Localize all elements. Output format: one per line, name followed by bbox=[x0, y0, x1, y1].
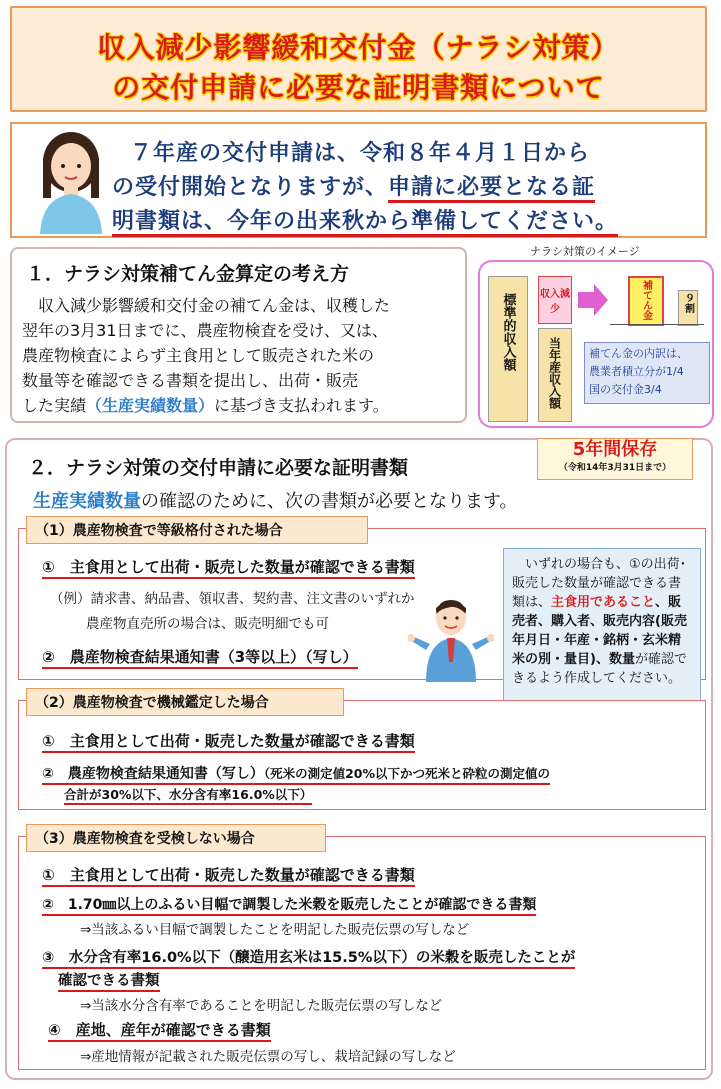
sub2-item2-c: 合計が30%以下、水分含有率16.0%以下） bbox=[64, 787, 312, 805]
standard-income-label: 標準的収入額 bbox=[500, 293, 516, 371]
section1-body-last-b: （生産実績数量） bbox=[86, 396, 215, 415]
header-title-line1: 収入減少影響緩和交付金（ナラシ対策） bbox=[97, 31, 620, 64]
sub2-item2-line1 bbox=[42, 766, 550, 785]
page-header bbox=[10, 6, 707, 112]
section2-lead-a: 生産実績数量 bbox=[33, 491, 141, 512]
hotenkin-note bbox=[584, 342, 710, 404]
narashi-diagram bbox=[478, 260, 714, 428]
sub1-item1-text: ① 主食用として出荷・販売した数量が確認できる書類 bbox=[42, 558, 415, 579]
note-line3: 国の交付金3/4 bbox=[589, 383, 662, 396]
kyuwari-label: ９割 bbox=[682, 293, 694, 313]
section1-title: １．ナラシ対策補てん金算定の考え方 bbox=[26, 263, 350, 285]
section1-body-line5 bbox=[22, 393, 389, 416]
section1-box bbox=[10, 247, 467, 423]
sub3-item1-text: ① 主食用として出荷・販売した数量が確認できる書類 bbox=[42, 866, 415, 887]
intro-line2 bbox=[112, 170, 595, 201]
arrow-right-icon bbox=[578, 284, 608, 316]
section1-body-line4: 数量等を確認できる書類を提出し、出荷・販売 bbox=[22, 371, 359, 390]
sub2-item2-b: （死米の測定値20%以下かつ死米と砕粒の測定値の bbox=[263, 766, 551, 781]
intro-line2-b: 申請に必要となる証 bbox=[388, 175, 595, 203]
retention-badge bbox=[537, 438, 693, 480]
sub3-item3 bbox=[42, 946, 575, 967]
section2-title: ２．ナラシ対策の交付申請に必要な証明書類 bbox=[28, 457, 409, 479]
intro-line2-a: の受付開始となりますが、 bbox=[112, 175, 389, 200]
section1-body-line3: 農産物検査によらず主食用として販売された米の bbox=[22, 346, 375, 365]
section2-lead bbox=[33, 487, 518, 513]
sub1-heading: （1）農産物検査で等級格付された場合 bbox=[26, 516, 368, 544]
note-line1: 補てん金の内訳は、 bbox=[589, 347, 688, 360]
sub2-item2-cont bbox=[64, 785, 312, 803]
sub1-item2-text: ② 農産物検査結果通知書（3等以上）（写し） bbox=[42, 648, 358, 669]
section1-body-line1: 収入減少影響緩和交付金の補てん金は、収穫した bbox=[22, 296, 391, 315]
callout-text2: 主食用であること bbox=[551, 595, 656, 610]
callout-text1: いずれの場合も、①の出荷･販売した数量が確認できる書類は、 bbox=[512, 557, 687, 610]
sub3-item2-note: ⇒当該ふるい目幅で調製したことを明記した販売伝票の写しなど bbox=[80, 922, 470, 938]
section2-lead-b: の確認のために、次の書類が必要となります。 bbox=[141, 491, 518, 512]
retention-badge-title: 5年間保存 bbox=[572, 439, 658, 460]
intro-line1: ７年産の交付申請は、令和８年４月１日から bbox=[130, 141, 591, 166]
sub3-item2-text: ② 1.70㎜以上のふるい目幅で調製した米穀を販売したことが確認できる書類 bbox=[42, 897, 536, 916]
header-title-line2: の交付申請に必要な証明書類について bbox=[112, 71, 605, 104]
intro-box bbox=[10, 122, 707, 238]
sub3-item4-note: ⇒産地情報が記載された販売伝票の写し、栽培記録の写しなど bbox=[80, 1049, 456, 1065]
sub3-item1 bbox=[42, 864, 415, 885]
sub3-heading: （3）農産物検査を受検しない場合 bbox=[26, 824, 326, 852]
standard-income-box bbox=[488, 276, 528, 422]
intro-line3 bbox=[112, 204, 618, 235]
callout-text3: 、販売者、購入者、販売内容(販売年月日・年産・銘柄・玄米精米の別・量目)、数量 bbox=[512, 595, 687, 667]
sub1-example1: （例）請求書、納品書、領収書、契約書、注文書のいずれか bbox=[50, 591, 415, 607]
current-income-box bbox=[538, 328, 572, 422]
sub2-item2 bbox=[42, 763, 550, 783]
woman-avatar-icon bbox=[26, 128, 116, 234]
man-avatar-icon bbox=[408, 596, 494, 682]
section1-body-last-c: に基づき支払われます。 bbox=[214, 396, 389, 415]
sub1-item1 bbox=[42, 556, 415, 577]
sub3-item2 bbox=[42, 894, 536, 914]
kyuwari-box bbox=[678, 290, 698, 326]
income-loss-box: 収入減少 bbox=[538, 276, 572, 324]
sub3-item3-a: ③ 水分含有率16.0%以下（醸造用玄米は15.5%以下）の米穀を販売したことが bbox=[42, 950, 575, 969]
diagram-caption: ナラシ対策のイメージ bbox=[530, 245, 640, 258]
sub2-item1-text: ① 主食用として出荷・販売した数量が確認できる書類 bbox=[42, 732, 415, 753]
callout-text4: が確認できるよう作成してください。 bbox=[512, 652, 687, 686]
sub3-item3-note: ⇒当該水分含有率であることを明記した販売伝票の写しなど bbox=[80, 998, 443, 1014]
sub2-item2-a: ② 農産物検査結果通知書（写し） bbox=[42, 766, 264, 782]
hotenkin-label: 補てん金 bbox=[640, 280, 652, 320]
hotenkin-box bbox=[628, 276, 664, 326]
baseline bbox=[610, 324, 704, 325]
section1-body-last-a: した実績 bbox=[22, 396, 87, 415]
note-callout bbox=[503, 548, 701, 722]
sub2-item1 bbox=[42, 730, 415, 751]
sub3-item4 bbox=[48, 1019, 271, 1040]
retention-badge-sub: （令和14年3月31日まで） bbox=[558, 463, 672, 473]
sub1-example2: 農産物直売所の場合は、販売明細でも可 bbox=[86, 616, 329, 632]
note-line2: 農業者積立分が1/4 bbox=[589, 365, 684, 378]
intro-line3-text: 明書類は、今年の出来秋から準備してください。 bbox=[112, 209, 618, 237]
sub3-item3-b: 確認できる書類 bbox=[58, 973, 160, 992]
current-income-label: 当年産収入額 bbox=[547, 337, 562, 409]
sub2-heading: （2）農産物検査で機械鑑定した場合 bbox=[26, 688, 344, 716]
section1-body-line2: 翌年の3月31日までに、農産物検査を受け、又は、 bbox=[22, 321, 388, 340]
sub1-item2 bbox=[42, 646, 358, 667]
sub3-item4-text: ④ 産地、産年が確認できる書類 bbox=[48, 1021, 271, 1042]
sub3-item3-cont bbox=[58, 969, 160, 990]
